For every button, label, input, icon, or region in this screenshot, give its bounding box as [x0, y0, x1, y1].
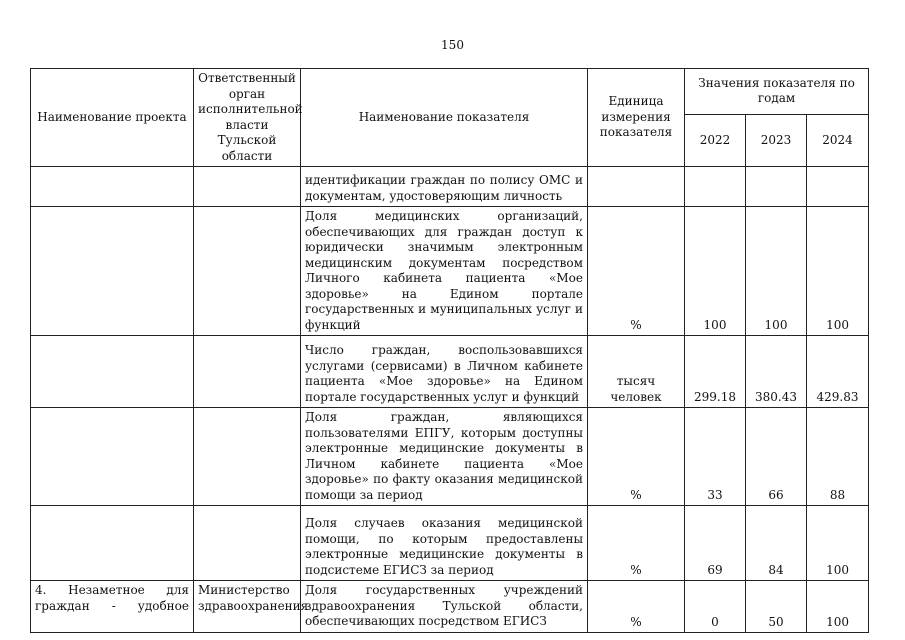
cell-unit: %	[588, 506, 685, 581]
cell-value-2022: 0	[685, 581, 746, 633]
cell-value-2023: 50	[746, 581, 807, 633]
table-row	[31, 408, 869, 506]
cell-value-2023: 84	[746, 506, 807, 581]
cell-unit: %	[588, 207, 685, 336]
cell-value-2022: 299.18	[685, 336, 746, 408]
cell-value-2024	[807, 167, 869, 207]
cell-project	[31, 336, 194, 408]
cell-unit	[588, 167, 685, 207]
table-row	[31, 336, 869, 408]
cell-project	[31, 207, 194, 336]
cell-value-2023: 100	[746, 207, 807, 336]
cell-indicator: Доля медицинских организаций, обеспечивающих для граждан доступ к юридически значимым электронным медицинским документам посредством Личного кабинета пациента «Мое здоровье» на Едином портале государственных и муниципальных услуг и функций	[301, 207, 588, 336]
table-row	[31, 167, 869, 207]
header-year-2022: 2022	[685, 114, 746, 166]
cell-unit: тысяч человек	[588, 336, 685, 408]
cell-project: 4. Незаметное для граждан - удобное	[31, 581, 194, 633]
cell-unit: %	[588, 408, 685, 506]
header-values-group: Значения показателя по годам	[685, 69, 869, 115]
cell-value-2024: 100	[807, 506, 869, 581]
cell-unit: %	[588, 581, 685, 633]
cell-responsible	[194, 207, 301, 336]
header-indicator-name: Наименование показателя	[301, 69, 588, 167]
cell-responsible	[194, 506, 301, 581]
cell-value-2024: 88	[807, 408, 869, 506]
header-responsible: Ответственный орган исполнительной власти Тульской области	[194, 69, 301, 167]
cell-responsible	[194, 336, 301, 408]
cell-indicator: Доля граждан, являющихся пользователями ЕПГУ, которым доступны электронные медицинские документы в Личном кабинете пациента «Мое здоровье» по факту оказания медицинской помощи за период	[301, 408, 588, 506]
header-unit: Единица измерения показателя	[588, 69, 685, 167]
cell-responsible	[194, 408, 301, 506]
cell-value-2022: 69	[685, 506, 746, 581]
table-row	[31, 506, 869, 581]
header-year-2023: 2023	[746, 114, 807, 166]
table-row	[31, 207, 869, 336]
cell-indicator: Число граждан, воспользовавшихся услугами (сервисами) в Личном кабинете пациента «Мое здоровье» на Едином портале государственных услуг и функций	[301, 336, 588, 408]
cell-value-2023: 66	[746, 408, 807, 506]
cell-value-2024: 100	[807, 581, 869, 633]
cell-indicator: идентификации граждан по полису ОМС и документам, удостоверяющим личность	[301, 167, 588, 207]
cell-value-2022: 100	[685, 207, 746, 336]
cell-value-2023: 380.43	[746, 336, 807, 408]
table-row	[31, 581, 869, 633]
cell-project	[31, 506, 194, 581]
cell-indicator: Доля государственных учреждений здравоохранения Тульской области, обеспечивающих посредством ЕГИСЗ	[301, 581, 588, 633]
indicators-table	[30, 68, 869, 633]
cell-project	[31, 408, 194, 506]
cell-value-2024: 100	[807, 207, 869, 336]
cell-responsible: Министерство здравоохранения	[194, 581, 301, 633]
cell-value-2022: 33	[685, 408, 746, 506]
cell-value-2024: 429.83	[807, 336, 869, 408]
page-number: 150	[441, 38, 464, 52]
header-year-2024: 2024	[807, 114, 869, 166]
cell-value-2022	[685, 167, 746, 207]
cell-indicator: Доля случаев оказания медицинской помощи, по которым предоставлены электронные медицинские документы в подсистеме ЕГИСЗ за период	[301, 506, 588, 581]
cell-project	[31, 167, 194, 207]
cell-responsible	[194, 167, 301, 207]
cell-value-2023	[746, 167, 807, 207]
header-project-name: Наименование проекта	[31, 69, 194, 167]
